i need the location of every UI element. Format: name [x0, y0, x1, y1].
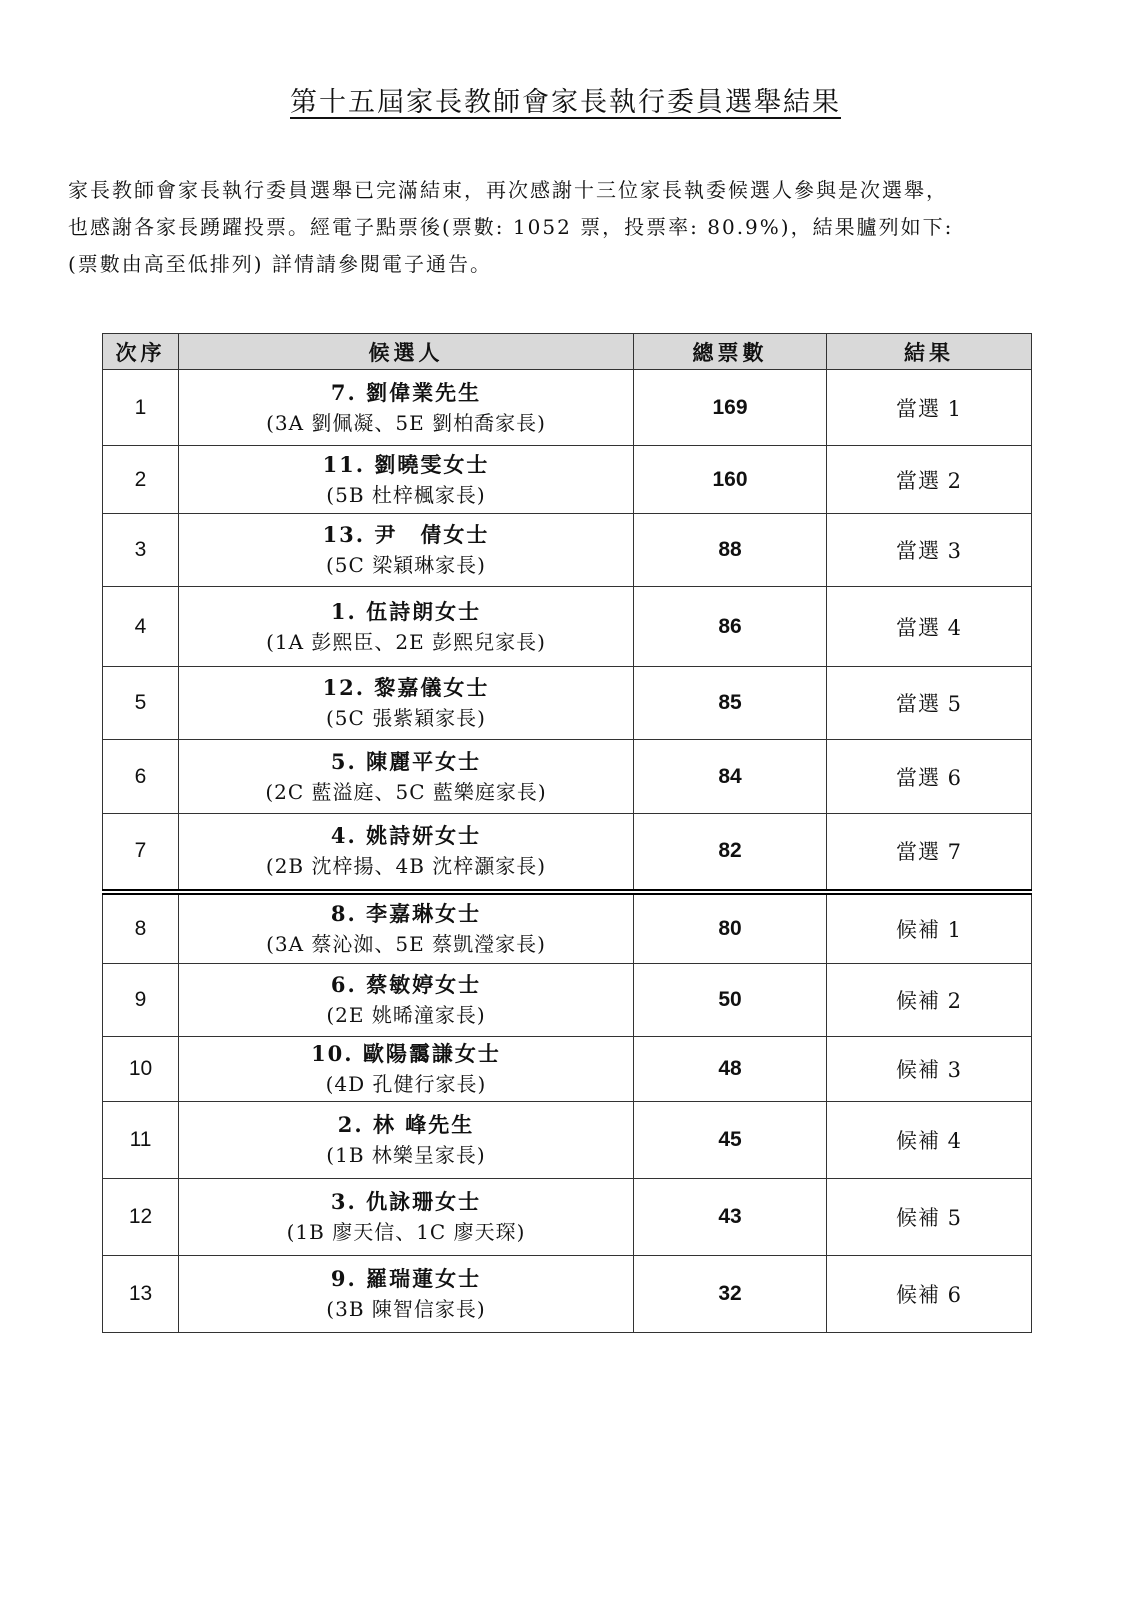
candidate-name: 7. 劉偉業先生 [330, 379, 482, 405]
row-order: 4 [103, 587, 179, 667]
candidate-name: 2. 林 峰先生 [337, 1112, 475, 1137]
candidate-name: 9. 羅瑞蓮女士 [330, 1266, 482, 1291]
candidate-parent: (3B 陳智信家長) [326, 1297, 486, 1321]
intro-paragraph [68, 172, 1068, 283]
row-votes: 48 [634, 1037, 827, 1102]
table-row [103, 892, 1032, 964]
candidate-name: 3. 仇詠珊女士 [330, 1189, 482, 1214]
candidate-parent: (4D 孔健行家長) [325, 1072, 487, 1096]
row-candidate [179, 1102, 634, 1179]
row-order: 7 [103, 814, 179, 892]
row-result: 當選 3 [827, 514, 1032, 587]
row-candidate [179, 514, 634, 587]
row-order: 6 [103, 740, 179, 814]
intro-line-2: 也感謝各家長踴躍投票。經電子點票後(票數: 1052 票，投票率: 80.9%)，結果臚列如下: [68, 215, 954, 239]
header-order: 次序 [103, 334, 179, 370]
candidate-name: 5. 陳麗平女士 [330, 748, 482, 774]
intro-line-1: 家長教師會家長執行委員選舉已完滿結束，再次感謝十三位家長執委候選人參與是次選舉， [68, 178, 948, 202]
row-result: 當選 4 [827, 587, 1032, 667]
row-candidate [179, 1256, 634, 1333]
candidate-name: 1. 伍詩朗女士 [330, 598, 482, 624]
candidate-parent: (1B 林樂呈家長) [326, 1143, 486, 1167]
row-order: 1 [103, 370, 179, 446]
row-result: 候補 1 [827, 892, 1032, 964]
results-table-header [103, 334, 1032, 370]
row-order: 5 [103, 667, 179, 740]
row-votes: 32 [634, 1256, 827, 1333]
row-order: 13 [103, 1256, 179, 1333]
header-votes: 總票數 [634, 334, 827, 370]
row-votes: 86 [634, 587, 827, 667]
candidate-parent: (2C 藍溢庭、5C 藍樂庭家長) [265, 779, 547, 804]
candidate-name: 4. 姚詩妍女士 [330, 823, 482, 849]
row-candidate [179, 892, 634, 964]
candidate-parent: (2B 沈梓揚、4B 沈梓灝家長) [265, 854, 547, 879]
row-result: 候補 4 [827, 1102, 1032, 1179]
row-votes: 43 [634, 1179, 827, 1256]
row-votes: 50 [634, 964, 827, 1037]
candidate-name: 12. 黎嘉儀女士 [322, 675, 490, 700]
table-row [103, 370, 1032, 446]
candidate-name: 10. 歐陽靄謙女士 [311, 1041, 501, 1066]
row-candidate [179, 446, 634, 514]
row-votes: 80 [634, 892, 827, 964]
row-result: 候補 5 [827, 1179, 1032, 1256]
candidate-parent: (5B 杜梓楓家長) [326, 482, 486, 507]
results-table-body [103, 370, 1032, 1333]
candidate-name: 11. 劉曉雯女士 [322, 451, 490, 477]
candidate-parent: (3A 劉佩凝、5E 劉柏喬家長) [266, 410, 546, 435]
candidate-name: 8. 李嘉琳女士 [330, 900, 482, 926]
table-row [103, 814, 1032, 892]
row-candidate [179, 1037, 634, 1102]
row-candidate [179, 814, 634, 892]
results-table [102, 333, 1032, 1333]
table-row [103, 446, 1032, 514]
row-order: 8 [103, 892, 179, 964]
candidate-name: 13. 尹 倩女士 [322, 522, 490, 547]
row-result: 候補 2 [827, 964, 1032, 1037]
candidate-parent: (5C 張紫穎家長) [326, 706, 486, 730]
row-candidate [179, 1179, 634, 1256]
row-order: 3 [103, 514, 179, 587]
table-row [103, 1037, 1032, 1102]
row-result: 當選 1 [827, 370, 1032, 446]
header-row [103, 334, 1032, 370]
candidate-name: 6. 蔡敏婷女士 [330, 972, 482, 997]
intro-line-3: (票數由高至低排列) 詳情請參閱電子通告。 [68, 252, 492, 276]
row-candidate [179, 740, 634, 814]
row-votes: 82 [634, 814, 827, 892]
row-result: 當選 2 [827, 446, 1032, 514]
row-order: 12 [103, 1179, 179, 1256]
candidate-parent: (2E 姚晞潼家長) [326, 1003, 486, 1027]
table-row [103, 1179, 1032, 1256]
row-result: 候補 3 [827, 1037, 1032, 1102]
candidate-parent: (1B 廖天信、1C 廖天琛) [286, 1220, 526, 1244]
header-result: 結果 [827, 334, 1032, 370]
table-row [103, 740, 1032, 814]
row-candidate [179, 587, 634, 667]
row-result: 候補 6 [827, 1256, 1032, 1333]
row-votes: 160 [634, 446, 827, 514]
row-result: 當選 6 [827, 740, 1032, 814]
row-candidate [179, 667, 634, 740]
table-row [103, 667, 1032, 740]
row-votes: 169 [634, 370, 827, 446]
row-votes: 84 [634, 740, 827, 814]
row-votes: 45 [634, 1102, 827, 1179]
row-order: 10 [103, 1037, 179, 1102]
table-row [103, 1256, 1032, 1333]
table-row [103, 514, 1032, 587]
row-votes: 88 [634, 514, 827, 587]
row-candidate [179, 370, 634, 446]
table-row [103, 1102, 1032, 1179]
row-result: 當選 5 [827, 667, 1032, 740]
row-order: 2 [103, 446, 179, 514]
candidate-parent: (3A 蔡沁洳、5E 蔡凱瀅家長) [266, 931, 546, 956]
page-title: 第十五屆家長教師會家長執行委員選舉結果 [290, 87, 841, 118]
row-order: 11 [103, 1102, 179, 1179]
row-order: 9 [103, 964, 179, 1037]
row-result: 當選 7 [827, 814, 1032, 892]
table-row [103, 587, 1032, 667]
candidate-parent: (1A 彭熙臣、2E 彭熙兒家長) [266, 629, 546, 654]
table-row [103, 964, 1032, 1037]
row-candidate [179, 964, 634, 1037]
header-candidate: 候選人 [179, 334, 634, 370]
row-votes: 85 [634, 667, 827, 740]
candidate-parent: (5C 梁穎琳家長) [326, 553, 486, 577]
